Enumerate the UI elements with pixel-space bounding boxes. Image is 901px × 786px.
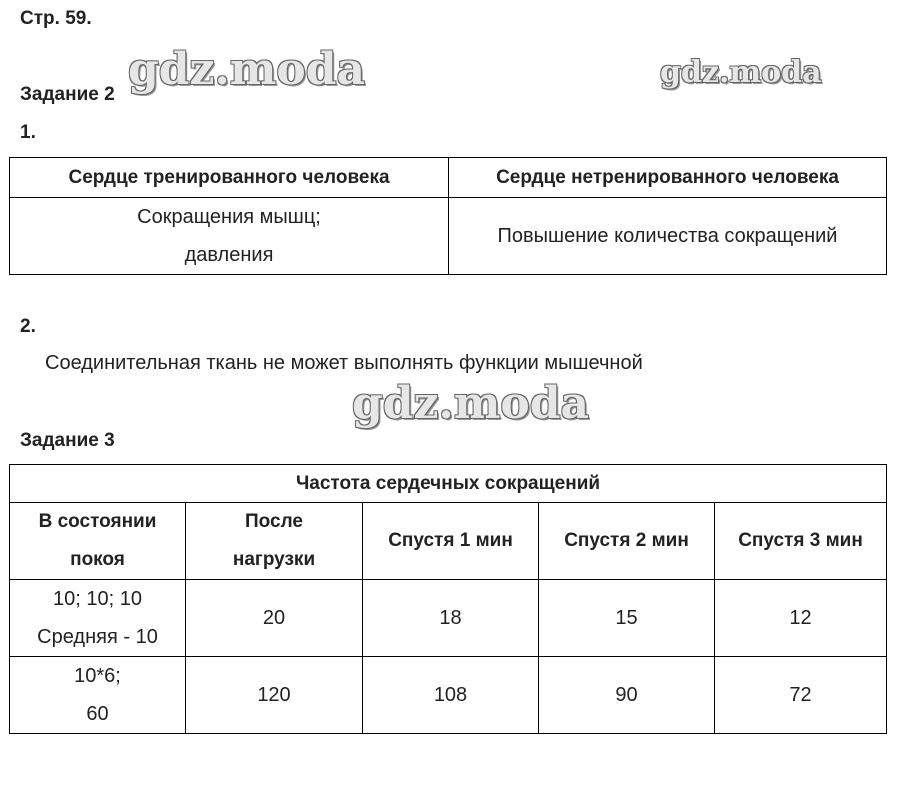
row2-2-min-cell: 90 xyxy=(539,657,715,734)
heart-comparison-table xyxy=(9,157,887,275)
task3-heading: Задание 3 xyxy=(20,430,115,451)
cell-line: Сокращения мышц; xyxy=(137,206,321,228)
header-after-1-min: Спустя 1 мин xyxy=(363,503,539,580)
header-line: После xyxy=(245,511,303,532)
untrained-heart-cell: Повышение количества сокращений xyxy=(449,198,887,275)
cell-line: 60 xyxy=(86,703,109,725)
header-rest xyxy=(10,503,186,580)
header-line: В состоянии xyxy=(38,511,157,532)
heart-rate-table xyxy=(9,464,887,734)
trained-heart-cell xyxy=(10,198,449,275)
header-after-3-min: Спустя 3 мин xyxy=(715,503,887,580)
header-trained-heart: Сердце тренированного человека xyxy=(10,158,449,198)
row2-1-min-cell: 108 xyxy=(363,657,539,734)
heart-rate-table-title: Частота сердечных сокращений xyxy=(10,465,887,503)
header-line: нагрузки xyxy=(232,549,316,570)
row1-1-min-cell: 18 xyxy=(363,580,539,657)
task2-item2-number: 2. xyxy=(20,316,36,337)
header-untrained-heart: Сердце нетренированного человека xyxy=(449,158,887,198)
task2-heading: Задание 2 xyxy=(20,84,115,105)
task2-item2-text: Соединительная ткань не может выполнять функции мышечной xyxy=(45,352,643,374)
header-after-2-min: Спустя 2 мин xyxy=(539,503,715,580)
header-after-load xyxy=(186,503,363,580)
row1-after-load-cell: 20 xyxy=(186,580,363,657)
row2-after-load-cell: 120 xyxy=(186,657,363,734)
task2-item1-number: 1. xyxy=(20,122,36,143)
row2-rest-cell xyxy=(10,657,186,734)
row1-2-min-cell: 15 xyxy=(539,580,715,657)
cell-line: 10; 10; 10 xyxy=(53,588,142,610)
watermark: gdz.moda xyxy=(660,55,822,90)
row1-rest-cell xyxy=(10,580,186,657)
page-label: Стр. 59. xyxy=(20,8,92,29)
cell-line: давления xyxy=(184,244,274,266)
header-line: покоя xyxy=(70,549,125,570)
cell-line: 10*6; xyxy=(74,665,121,687)
cell-line: Средняя - 10 xyxy=(37,626,158,648)
watermark: gdz.moda xyxy=(352,378,590,429)
watermark: gdz.moda xyxy=(128,44,366,95)
row1-3-min-cell: 12 xyxy=(715,580,887,657)
row2-3-min-cell: 72 xyxy=(715,657,887,734)
